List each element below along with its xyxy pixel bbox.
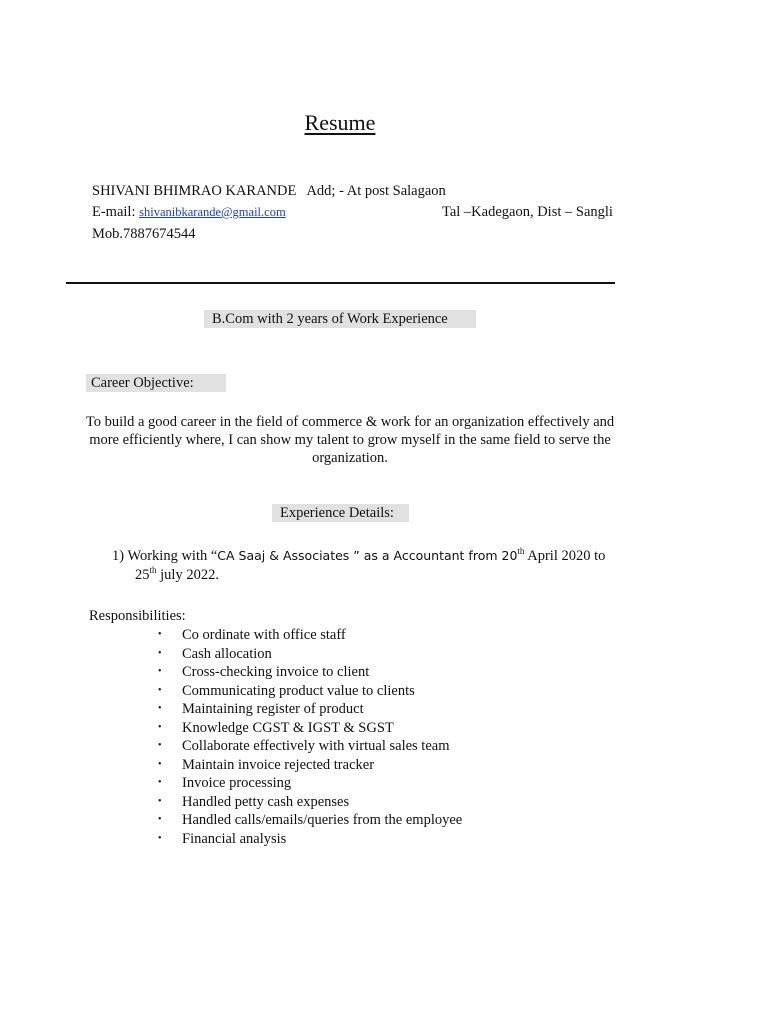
list-item [158,682,462,701]
start-date-rest: April 2020 to [524,548,606,564]
list-item-text: Handled petty cash expenses [182,793,350,810]
header-line-1 [92,183,446,200]
list-item-text: Maintain invoice rejected tracker [182,756,375,773]
career-objective-text: To build a good career in the field of commerce & work for an organization effectively and more efficiently where, I can show my talent to grow myself in the same field to serve the organization. [85,414,615,466]
end-day: 25 [135,567,150,583]
responsibilities-heading: Responsibilities: [89,608,186,624]
experience-entry-line-1 [112,548,605,565]
list-item-text: Handled calls/emails/queries from the employee [182,812,463,828]
email-label: E-mail: [92,204,136,220]
list-item [158,737,462,756]
list-item [158,756,462,775]
career-objective-heading: Career Objective: [86,374,226,392]
list-item [158,700,462,719]
list-item-text: Cross-checking invoice to client [182,664,370,680]
list-item-text: Cash allocation [182,645,272,662]
end-date-rest: july 2022. [156,567,219,583]
bullet-icon: • [158,721,162,733]
list-item-text: Invoice processing [182,775,292,791]
end-date-suffix: th [149,565,157,576]
list-item [158,645,462,664]
list-item [158,793,462,812]
list-item-text: Maintaining register of product [182,701,364,717]
candidate-name: SHIVANI BHIMRAO KARANDE [92,183,297,199]
bullet-icon: • [158,795,162,807]
mobile-number: Mob.7887674544 [92,226,196,242]
bullet-icon: • [158,832,162,844]
address-line-2: Tal –Kadegaon, Dist – Sangli [442,204,613,220]
header-divider [66,282,615,284]
experience-entry-line-2 [135,567,219,584]
list-item [158,663,462,682]
list-item-text: Collaborate effectively with virtual sales team [182,738,450,754]
address-line-1: Add; - At post Salagaon [306,183,446,199]
start-date-suffix: th [517,546,525,557]
list-item [158,774,462,793]
email-row [92,204,286,221]
bullet-icon: • [158,814,162,825]
list-item [158,626,462,645]
bullet-icon: • [158,666,162,677]
list-item [158,830,462,849]
list-item [158,811,462,830]
list-item-text: Knowledge CGST & IGST & SGST [182,719,394,736]
page-title: Resume [304,110,376,135]
bullet-icon: • [158,703,162,714]
list-item-text: Financial analysis [182,830,287,847]
bullet-icon: • [158,758,162,770]
list-item-text: Communicating product value to clients [182,682,415,699]
firm-name: CA Saaj & Associates ” as a Accountant from 20 [217,548,518,563]
qualification-banner: B.Com with 2 years of Work Experience [204,310,476,328]
experience-prefix: 1) Working with “ [112,548,218,564]
bullet-icon: • [158,629,162,640]
bullet-icon: • [158,740,162,751]
experience-heading: Experience Details: [272,504,409,522]
email-link[interactable]: shivanibkarande@gmail.com [139,205,286,219]
bullet-icon: • [158,647,162,659]
list-item-text: Co ordinate with office staff [182,627,346,643]
responsibilities-list [158,626,462,848]
bullet-icon: • [158,777,162,788]
bullet-icon: • [158,684,162,696]
list-item [158,719,462,738]
